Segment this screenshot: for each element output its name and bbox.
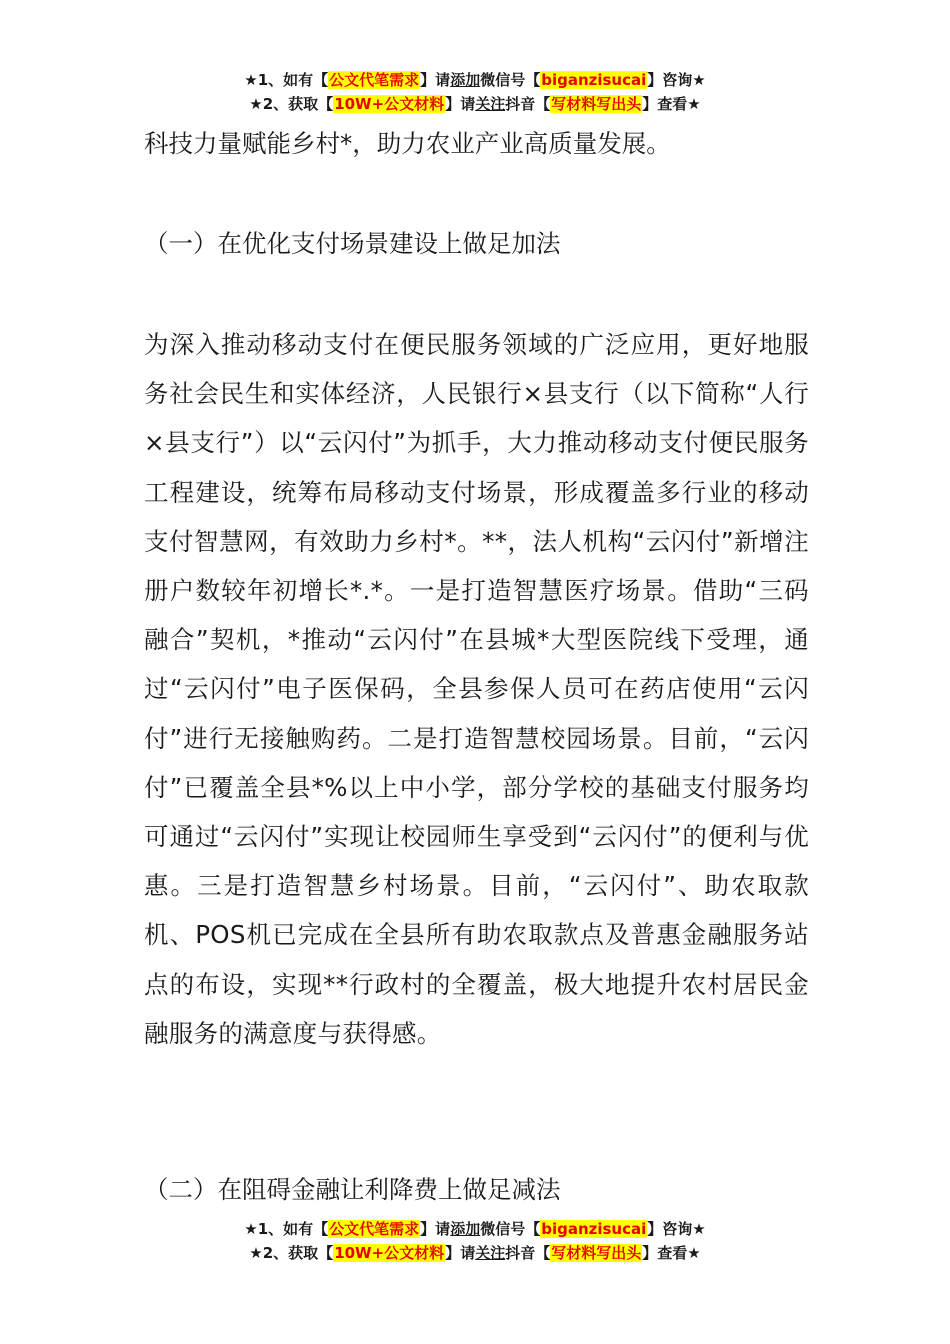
banner-underlined-text: 添加: [450, 1220, 481, 1238]
banner-text: ★1、如有【: [244, 71, 329, 89]
banner-text: 】请: [445, 95, 476, 113]
highlight-ghostwriting-service: 公文代笔需求: [329, 1220, 420, 1238]
banner-text: 微信号【: [480, 1220, 541, 1238]
banner-underlined-text: 关注: [475, 95, 506, 113]
banner-text: 微信号【: [480, 71, 541, 89]
highlight-douyin-account: 写材料写出头: [551, 1244, 642, 1262]
banner-text: 】咨询★: [647, 1220, 706, 1238]
banner-underlined-text: 添加: [450, 71, 481, 89]
highlight-douyin-account: 写材料写出头: [551, 95, 642, 113]
section-heading-1: （一）在优化支付场景建设上做足加法: [144, 229, 561, 258]
highlight-wechat-id: biganzisucai: [541, 71, 647, 89]
banner-text: 】查看★: [642, 1244, 701, 1262]
banner-text: 抖音【: [505, 95, 551, 113]
section-heading-2: （二）在阻碍金融让利降费上做足减法: [144, 1175, 561, 1204]
banner-text: ★2、获取【: [249, 1244, 334, 1262]
banner-underlined-text: 关注: [475, 1244, 506, 1262]
banner-text: 】请: [420, 1220, 451, 1238]
banner-text: 抖音【: [505, 1244, 551, 1262]
highlight-materials: 10W+公文材料: [334, 1244, 445, 1262]
banner-text: 】请: [420, 71, 451, 89]
header-banner: [0, 68, 950, 116]
highlight-materials: 10W+公文材料: [334, 95, 445, 113]
footer-banner-line-2: [0, 1241, 950, 1265]
footer-banner-line-1: [0, 1217, 950, 1241]
banner-text: 】请: [445, 1244, 476, 1262]
highlight-ghostwriting-service: 公文代笔需求: [329, 71, 420, 89]
header-banner-line-2: [0, 92, 950, 116]
highlight-wechat-id: biganzisucai: [541, 1220, 647, 1238]
header-banner-line-1: [0, 68, 950, 92]
footer-banner: [0, 1217, 950, 1265]
banner-text: 】咨询★: [647, 71, 706, 89]
section-1-paragraph: 为深入推动移动支付在便民服务领域的广泛应用，更好地服务社会民生和实体经济，人民银行×县支行（以下简称“人行×县支行”）以“云闪付”为抓手，大力推动移动支付便民服务工程建设，统筹布局移动支付场景，形成覆盖多行业的移动支付智慧网，有效助力乡村*。**，法人机构“云闪付”新增注册户数较年初增长*.*。一是打造智慧医疗场景。借助“三码融合”契机，*推动“云闪付”在县城*大型医院线下受理，通过“云闪付”电子医保码，全县参保人员可在药店使用“云闪付”进行无接触购药。二是打造智慧校园场景。目前，“云闪付”已覆盖全县*%以上中小学，部分学校的基础支付服务均可通过“云闪付”实现让校园师生享受到“云闪付”的便利与优惠。三是打造智慧乡村场景。目前，“云闪付”、助农取款机、POS机已完成在全县所有助农取款点及普惠金融服务站点的布设，实现**行政村的全覆盖，极大地提升农村居民金融服务的满意度与获得感。: [144, 330, 809, 1048]
banner-text: ★1、如有【: [244, 1220, 329, 1238]
banner-text: 】查看★: [642, 95, 701, 113]
banner-text: ★2、获取【: [249, 95, 334, 113]
intro-line: 科技力量赋能乡村*，助力农业产业高质量发展。: [144, 129, 671, 158]
